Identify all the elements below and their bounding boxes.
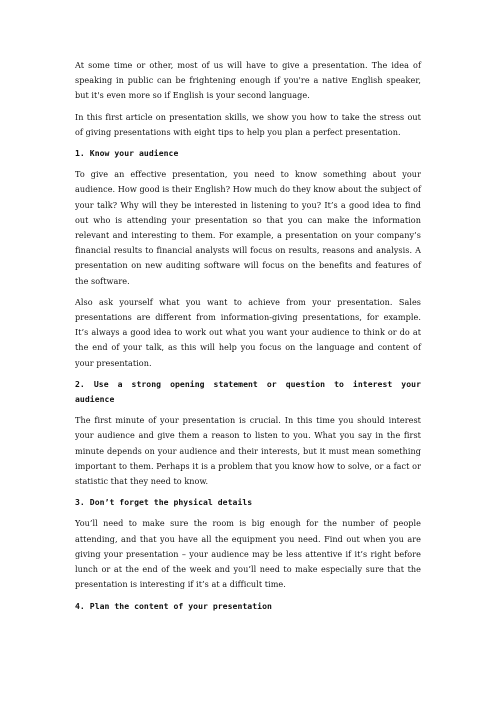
section-heading-3: 3. Don’t forget the physical details xyxy=(75,497,253,508)
section-heading-4: 4. Plan the content of your presentation xyxy=(75,600,272,611)
section-3-paragraph-1: You’ll need to make sure the room is big enough for the number of people attending, and that you have all the equipment you need. Find out when you are giving your presentation – your audience may be less attentive if it’s right before lunch or at the end of the week and you’ll need to make especially sure that the presentation is interesting if it’s at a difficult time. xyxy=(75,518,421,590)
section-1-paragraph-1: To give an effective presentation, you need to know something about your audience. How good is their English? How much do they know about the subject of your talk? Why will they be interested in listening to you? It’s a good idea to find out who is attending your presentation so that you can make the information relevant and interesting to them. For example, a presentation on your company’s financial results to financial analysts will focus on results, reasons and analysis. A presentation on new auditing software will focus on the benefits and features of the software. xyxy=(75,169,421,286)
intro-paragraph-2: In this first article on presentation skills, we show you how to take the stress out of giving presentations with eight tips to help you plan a perfect presentation. xyxy=(75,111,421,137)
section-2-paragraph-1: The first minute of your presentation is crucial. In this time you should interest your audience and give them a reason to listen to you. What you say in the first minute depends on your audience and their interests, but it must mean something important to them. Perhaps it is a problem that you know how to solve, or a fact or statistic that they need to know. xyxy=(75,415,421,487)
intro-paragraph-1: At some time or other, most of us will have to give a presentation. The idea of speaking in public can be frightening enough if you're a native English speaker, but it's even more so if English is your second language. xyxy=(75,60,421,101)
document-body xyxy=(75,58,421,620)
section-heading-1: 1. Know your audience xyxy=(75,148,179,159)
section-1-paragraph-2: Also ask yourself what you want to achieve from your presentation. Sales presentations are different from information-giving presentations, for example. It’s always a good idea to work out what you want your audience to think or do at the end of your talk, as this will help you focus on the language and content of your presentation. xyxy=(75,296,421,368)
section-heading-2: 2. Use a strong opening statement or question to interest your audience xyxy=(75,378,421,405)
